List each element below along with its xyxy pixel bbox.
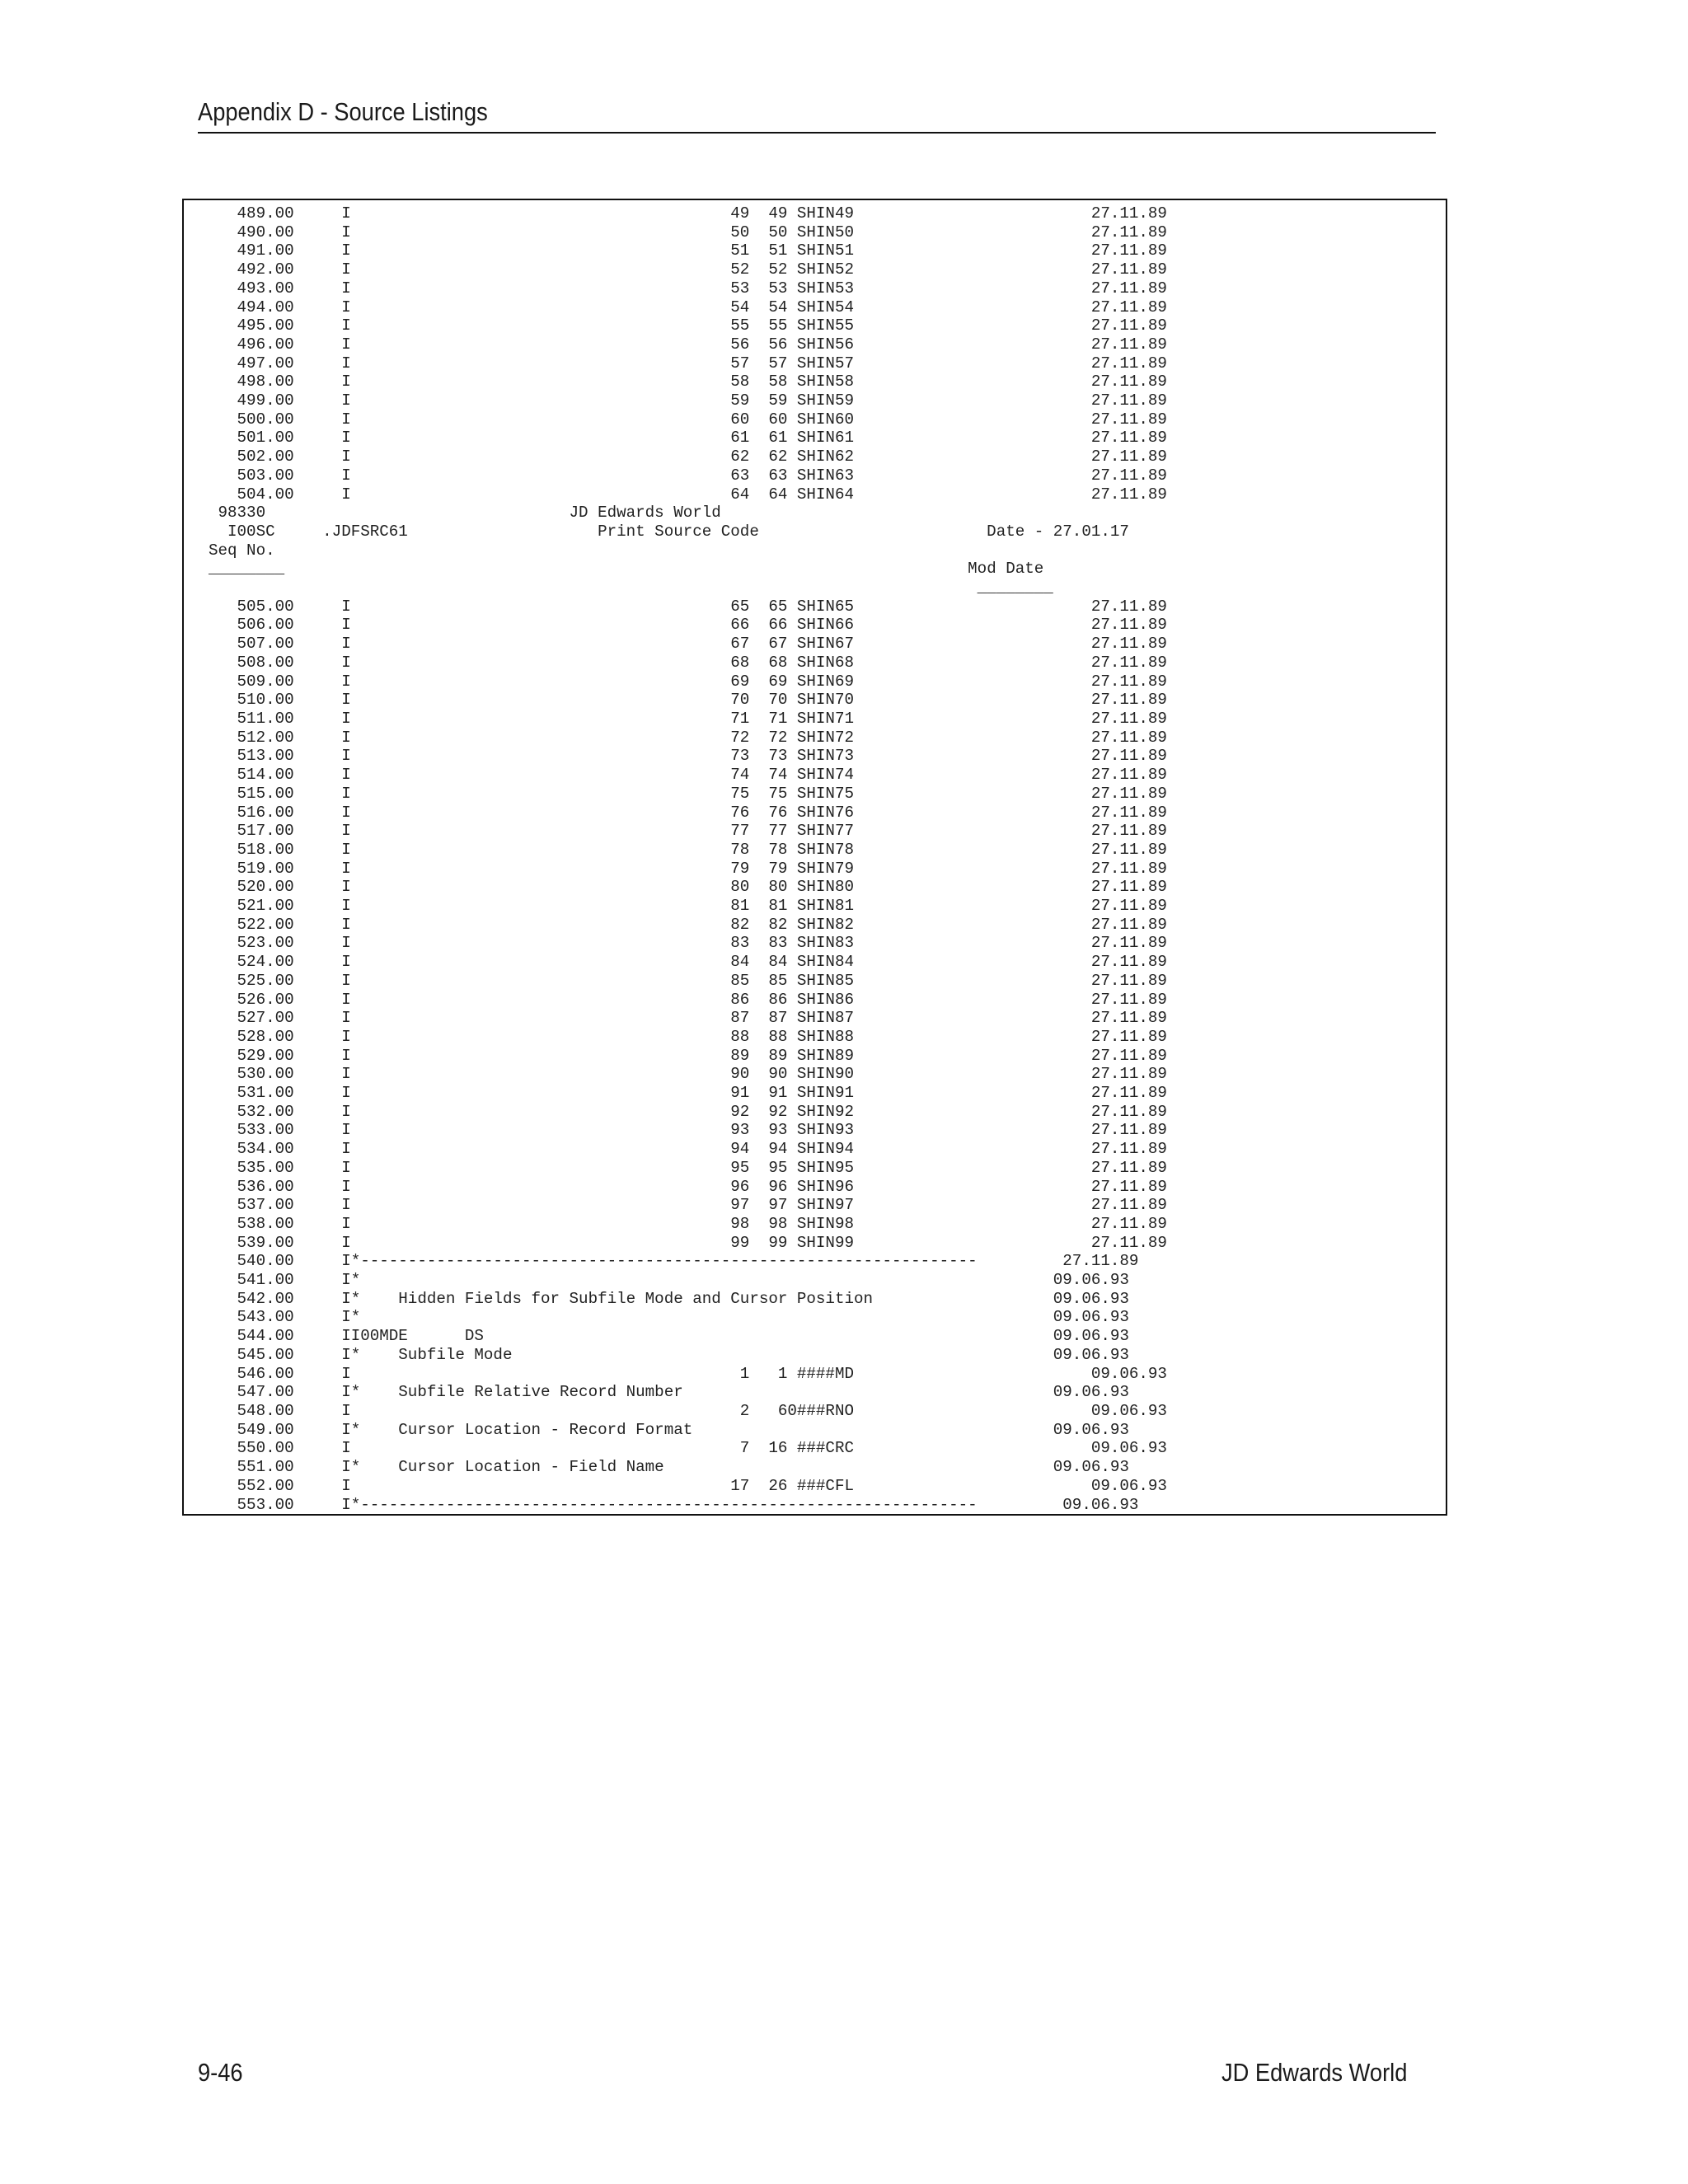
source-line: 544.00 II00MDE DS 09.06.93 bbox=[209, 1327, 1129, 1346]
source-line: 502.00 I 62 62 SHIN62 27.11.89 bbox=[209, 448, 1167, 466]
source-line: 543.00 I* 09.06.93 bbox=[209, 1308, 1129, 1327]
source-line: 553.00 I*----------------------------------------------------------------- 09.06.93 bbox=[209, 1495, 1139, 1514]
source-line: 499.00 I 59 59 SHIN59 27.11.89 bbox=[209, 391, 1167, 410]
source-line: 534.00 I 94 94 SHIN94 27.11.89 bbox=[209, 1140, 1167, 1159]
source-line: 500.00 I 60 60 SHIN60 27.11.89 bbox=[209, 410, 1167, 429]
source-line: 538.00 I 98 98 SHIN98 27.11.89 bbox=[209, 1214, 1167, 1233]
source-line: 501.00 I 61 61 SHIN61 27.11.89 bbox=[209, 429, 1167, 448]
source-line: 535.00 I 95 95 SHIN95 27.11.89 bbox=[209, 1158, 1167, 1177]
source-line: 548.00 I 2 60###RNO 09.06.93 bbox=[209, 1402, 1167, 1420]
seq-no-underline: ________ bbox=[209, 560, 285, 579]
source-line: 550.00 I 7 16 ###CRC 09.06.93 bbox=[209, 1439, 1167, 1458]
source-line: 551.00 I* Cursor Location - Field Name 09.06.93 bbox=[209, 1458, 1129, 1477]
source-line: 529.00 I 89 89 SHIN89 27.11.89 bbox=[209, 1046, 1167, 1065]
source-line: 532.00 I 92 92 SHIN92 27.11.89 bbox=[209, 1102, 1167, 1121]
source-line: 516.00 I 76 76 SHIN76 27.11.89 bbox=[209, 803, 1167, 822]
source-line: 526.00 I 86 86 SHIN86 27.11.89 bbox=[209, 990, 1167, 1009]
source-line: 541.00 I* 09.06.93 bbox=[209, 1271, 1129, 1290]
source-line: 523.00 I 83 83 SHIN83 27.11.89 bbox=[209, 934, 1167, 953]
source-line: 498.00 I 58 58 SHIN58 27.11.89 bbox=[209, 373, 1167, 391]
source-line: 497.00 I 57 57 SHIN57 27.11.89 bbox=[209, 354, 1167, 373]
source-line: 510.00 I 70 70 SHIN70 27.11.89 bbox=[209, 691, 1167, 710]
source-line: 536.00 I 96 96 SHIN96 27.11.89 bbox=[209, 1177, 1167, 1196]
source-line: 539.00 I 99 99 SHIN99 27.11.89 bbox=[209, 1233, 1167, 1252]
source-line: 504.00 I 64 64 SHIN64 27.11.89 bbox=[209, 485, 1167, 504]
source-line: 512.00 I 72 72 SHIN72 27.11.89 bbox=[209, 728, 1167, 747]
source-line: 507.00 I 67 67 SHIN67 27.11.89 bbox=[209, 635, 1167, 654]
mod-date-label: Mod Date bbox=[968, 560, 1044, 579]
source-line: 546.00 I 1 1 ####MD 09.06.93 bbox=[209, 1364, 1167, 1383]
source-line: 549.00 I* Cursor Location - Record Format 09.06.93 bbox=[209, 1420, 1129, 1439]
source-line: 513.00 I 73 73 SHIN73 27.11.89 bbox=[209, 747, 1167, 766]
source-line: 508.00 I 68 68 SHIN68 27.11.89 bbox=[209, 653, 1167, 672]
report-header-seq-label: Seq No. bbox=[209, 541, 275, 560]
source-line: 528.00 I 88 88 SHIN88 27.11.89 bbox=[209, 1027, 1167, 1046]
source-line: 530.00 I 90 90 SHIN90 27.11.89 bbox=[209, 1065, 1167, 1084]
source-line: 547.00 I* Subfile Relative Record Number 09.06.93 bbox=[209, 1383, 1129, 1402]
source-line: 505.00 I 65 65 SHIN65 27.11.89 bbox=[209, 597, 1167, 616]
source-line: 511.00 I 71 71 SHIN71 27.11.89 bbox=[209, 709, 1167, 728]
source-line: 524.00 I 84 84 SHIN84 27.11.89 bbox=[209, 953, 1167, 972]
source-listing bbox=[209, 204, 1167, 1514]
header-rule bbox=[198, 132, 1436, 134]
source-line: 533.00 I 93 93 SHIN93 27.11.89 bbox=[209, 1121, 1167, 1140]
page-number: 9-46 bbox=[198, 2058, 243, 2087]
source-line: 517.00 I 77 77 SHIN77 27.11.89 bbox=[209, 822, 1167, 841]
page-header-title: Appendix D - Source Listings bbox=[198, 97, 488, 126]
source-line: 542.00 I* Hidden Fields for Subfile Mode and Cursor Position 09.06.93 bbox=[209, 1289, 1129, 1308]
footer-product-name: JD Edwards World bbox=[1221, 2058, 1408, 2087]
source-line: 552.00 I 17 26 ###CFL 09.06.93 bbox=[209, 1476, 1167, 1495]
source-line: 490.00 I 50 50 SHIN50 27.11.89 bbox=[209, 223, 1167, 241]
source-line: 525.00 I 85 85 SHIN85 27.11.89 bbox=[209, 971, 1167, 990]
report-header-line-2: I00SC .JDFSRC61 Print Source Code Date - 27.01.17 bbox=[209, 522, 1129, 541]
source-line: 540.00 I*----------------------------------------------------------------- 27.11.89 bbox=[209, 1252, 1139, 1271]
report-header-line-1: 98330 JD Edwards World bbox=[209, 504, 721, 523]
source-line: 492.00 I 52 52 SHIN52 27.11.89 bbox=[209, 260, 1167, 279]
source-line: 527.00 I 87 87 SHIN87 27.11.89 bbox=[209, 1009, 1167, 1028]
source-line: 515.00 I 75 75 SHIN75 27.11.89 bbox=[209, 784, 1167, 803]
source-line: 521.00 I 81 81 SHIN81 27.11.89 bbox=[209, 897, 1167, 916]
source-line: 519.00 I 79 79 SHIN79 27.11.89 bbox=[209, 859, 1167, 878]
source-line: 531.00 I 91 91 SHIN91 27.11.89 bbox=[209, 1084, 1167, 1103]
source-line: 489.00 I 49 49 SHIN49 27.11.89 bbox=[209, 204, 1167, 223]
listing-rows-block-2 bbox=[209, 598, 1167, 1514]
source-line: 537.00 I 97 97 SHIN97 27.11.89 bbox=[209, 1196, 1167, 1215]
source-line: 494.00 I 54 54 SHIN54 27.11.89 bbox=[209, 298, 1167, 316]
source-line: 520.00 I 80 80 SHIN80 27.11.89 bbox=[209, 878, 1167, 897]
source-listing-box bbox=[182, 199, 1447, 1516]
listing-rows-block-1 bbox=[209, 204, 1167, 504]
source-line: 518.00 I 78 78 SHIN78 27.11.89 bbox=[209, 840, 1167, 859]
source-line: 495.00 I 55 55 SHIN55 27.11.89 bbox=[209, 316, 1167, 335]
mod-date-underline: ________ bbox=[977, 579, 1053, 598]
source-line: 509.00 I 69 69 SHIN69 27.11.89 bbox=[209, 672, 1167, 691]
source-line: 522.00 I 82 82 SHIN82 27.11.89 bbox=[209, 915, 1167, 934]
source-line: 506.00 I 66 66 SHIN66 27.11.89 bbox=[209, 616, 1167, 635]
source-line: 496.00 I 56 56 SHIN56 27.11.89 bbox=[209, 335, 1167, 354]
source-line: 503.00 I 63 63 SHIN63 27.11.89 bbox=[209, 466, 1167, 485]
source-line: 545.00 I* Subfile Mode 09.06.93 bbox=[209, 1345, 1129, 1364]
source-line: 491.00 I 51 51 SHIN51 27.11.89 bbox=[209, 241, 1167, 260]
source-line: 493.00 I 53 53 SHIN53 27.11.89 bbox=[209, 279, 1167, 298]
source-line: 514.00 I 74 74 SHIN74 27.11.89 bbox=[209, 766, 1167, 785]
